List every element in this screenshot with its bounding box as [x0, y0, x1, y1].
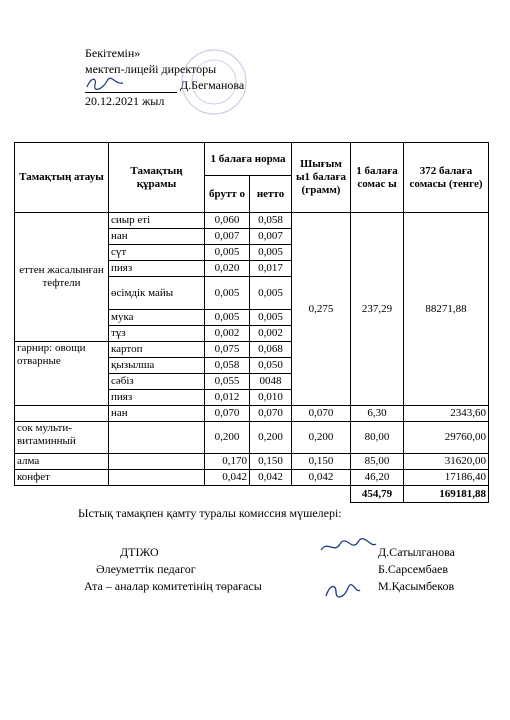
- gross-cell: 0,058: [205, 358, 250, 374]
- approval-line-1: Бекітемін»: [85, 46, 141, 60]
- gross-cell: 0,005: [205, 245, 250, 261]
- net-cell: 0,068: [250, 342, 292, 358]
- empty-cell: [109, 454, 205, 470]
- item-cell: нан: [109, 229, 205, 245]
- approval-signature-line: [85, 77, 244, 93]
- net-cell: 0,017: [250, 261, 292, 277]
- net-cell: 0,005: [250, 277, 292, 310]
- net-cell: 0,050: [250, 358, 292, 374]
- gross-cell: 0,170: [205, 454, 250, 470]
- gross-cell: 0,070: [205, 406, 250, 422]
- item-cell: сиыр еті: [109, 213, 205, 229]
- dish-cell: гарнир: овощи отварные: [15, 342, 109, 406]
- header-row-1: [15, 143, 489, 176]
- table-row: [15, 213, 489, 229]
- gross-cell: 0,020: [205, 261, 250, 277]
- item-cell: сәбіз: [109, 374, 205, 390]
- role-item: Ата – аналар комитетінің төрағасы: [84, 579, 262, 593]
- director-name: Д.Бегманова: [180, 78, 245, 92]
- net-cell: 0,005: [250, 310, 292, 326]
- net-cell: 0,150: [250, 454, 292, 470]
- item-cell: пияз: [109, 261, 205, 277]
- header-composition: Тамақтың құрамы: [109, 143, 205, 213]
- net-cell: 0,058: [250, 213, 292, 229]
- cost1-cell: 237,29: [351, 213, 404, 406]
- table-row: [15, 454, 489, 470]
- net-cell: 0,002: [250, 326, 292, 342]
- item-cell: қызылша: [109, 358, 205, 374]
- yield-cell: 0,070: [292, 406, 351, 422]
- gross-cell: 0,012: [205, 390, 250, 406]
- dish-cell: конфет: [15, 470, 109, 486]
- gross-cell: 0,042: [205, 470, 250, 486]
- yield-cell: 0,042: [292, 470, 351, 486]
- director-signature-icon: [85, 75, 125, 93]
- header-gross: брутт о: [205, 176, 250, 213]
- header-dish: Тамақтың атауы: [15, 143, 109, 213]
- header-norm: 1 балаға норма: [205, 143, 292, 176]
- gross-cell: 0,060: [205, 213, 250, 229]
- net-cell: 0,010: [250, 390, 292, 406]
- net-cell: 0,042: [250, 470, 292, 486]
- empty-cell: [15, 486, 351, 503]
- dish-cell: алма: [15, 454, 109, 470]
- gross-cell: 0,005: [205, 277, 250, 310]
- approval-date: 20.12.2021 жыл: [85, 94, 165, 108]
- header-cost1: 1 балаға сомас ы: [351, 143, 404, 213]
- cost1-cell: 46,20: [351, 470, 404, 486]
- table-row: [15, 406, 489, 422]
- gross-cell: 0,005: [205, 310, 250, 326]
- net-cell: 0,200: [250, 422, 292, 454]
- item-cell: сүт: [109, 245, 205, 261]
- net-cell: 0048: [250, 374, 292, 390]
- empty-cell: [109, 470, 205, 486]
- signature-icon: [322, 578, 362, 602]
- menu-table: [14, 142, 489, 503]
- cost372-cell: 88271,88: [404, 213, 489, 406]
- table-row: [15, 470, 489, 486]
- net-cell: 0,070: [250, 406, 292, 422]
- dish-cell: сок мульти-витаминный: [15, 422, 109, 454]
- cost372-cell: 2343,60: [404, 406, 489, 422]
- net-cell: 0,007: [250, 229, 292, 245]
- member-name: М.Қасымбеков: [378, 579, 455, 593]
- totals-row: [15, 486, 489, 503]
- header-net: нетто: [250, 176, 292, 213]
- cost372-cell: 29760,00: [404, 422, 489, 454]
- gross-cell: 0,007: [205, 229, 250, 245]
- cost1-cell: 85,00: [351, 454, 404, 470]
- yield-cell: 0,200: [292, 422, 351, 454]
- item-cell: картоп: [109, 342, 205, 358]
- empty-cell: [15, 406, 109, 422]
- gross-cell: 0,200: [205, 422, 250, 454]
- cost372-cell: 31620,00: [404, 454, 489, 470]
- cost1-cell: 80,00: [351, 422, 404, 454]
- cost1-cell: 6,30: [351, 406, 404, 422]
- table-row: [15, 422, 489, 454]
- item-cell: нан: [109, 406, 205, 422]
- dish-cell: еттен жасалынған тефтели: [15, 213, 109, 342]
- role-item: Әлеуметтік педагог: [96, 562, 196, 576]
- item-cell: мука: [109, 310, 205, 326]
- commission-roles: [84, 544, 262, 595]
- gross-cell: 0,002: [205, 326, 250, 342]
- header-yield: Шығым ы1 балаға (грамм): [292, 143, 351, 213]
- member-name: Б.Сарсембаев: [378, 562, 449, 576]
- commission-names: [378, 544, 455, 595]
- yield-cell: 0,275: [292, 213, 351, 406]
- signature-icon: [318, 536, 378, 558]
- header-cost372: 372 балаға сомасы (тенге): [404, 143, 489, 213]
- approval-block: [85, 45, 244, 109]
- commission-title: Ыстық тамақпен қамту туралы комиссия мүшелері:: [78, 506, 342, 520]
- yield-cell: 0,150: [292, 454, 351, 470]
- approval-line-2: мектеп-лицейі директоры: [85, 62, 217, 76]
- empty-cell: [109, 422, 205, 454]
- net-cell: 0,005: [250, 245, 292, 261]
- role-item: ДТІЖО: [120, 545, 159, 559]
- total-cost1: 454,79: [351, 486, 404, 503]
- item-cell: тұз: [109, 326, 205, 342]
- gross-cell: 0,075: [205, 342, 250, 358]
- item-cell: пияз: [109, 390, 205, 406]
- total-cost372: 169181,88: [404, 486, 489, 503]
- cost372-cell: 17186,40: [404, 470, 489, 486]
- item-cell: өсімдік майы: [109, 277, 205, 310]
- gross-cell: 0,055: [205, 374, 250, 390]
- stamp-seal-icon: [175, 47, 253, 117]
- member-name: Д.Сатылганова: [378, 545, 456, 559]
